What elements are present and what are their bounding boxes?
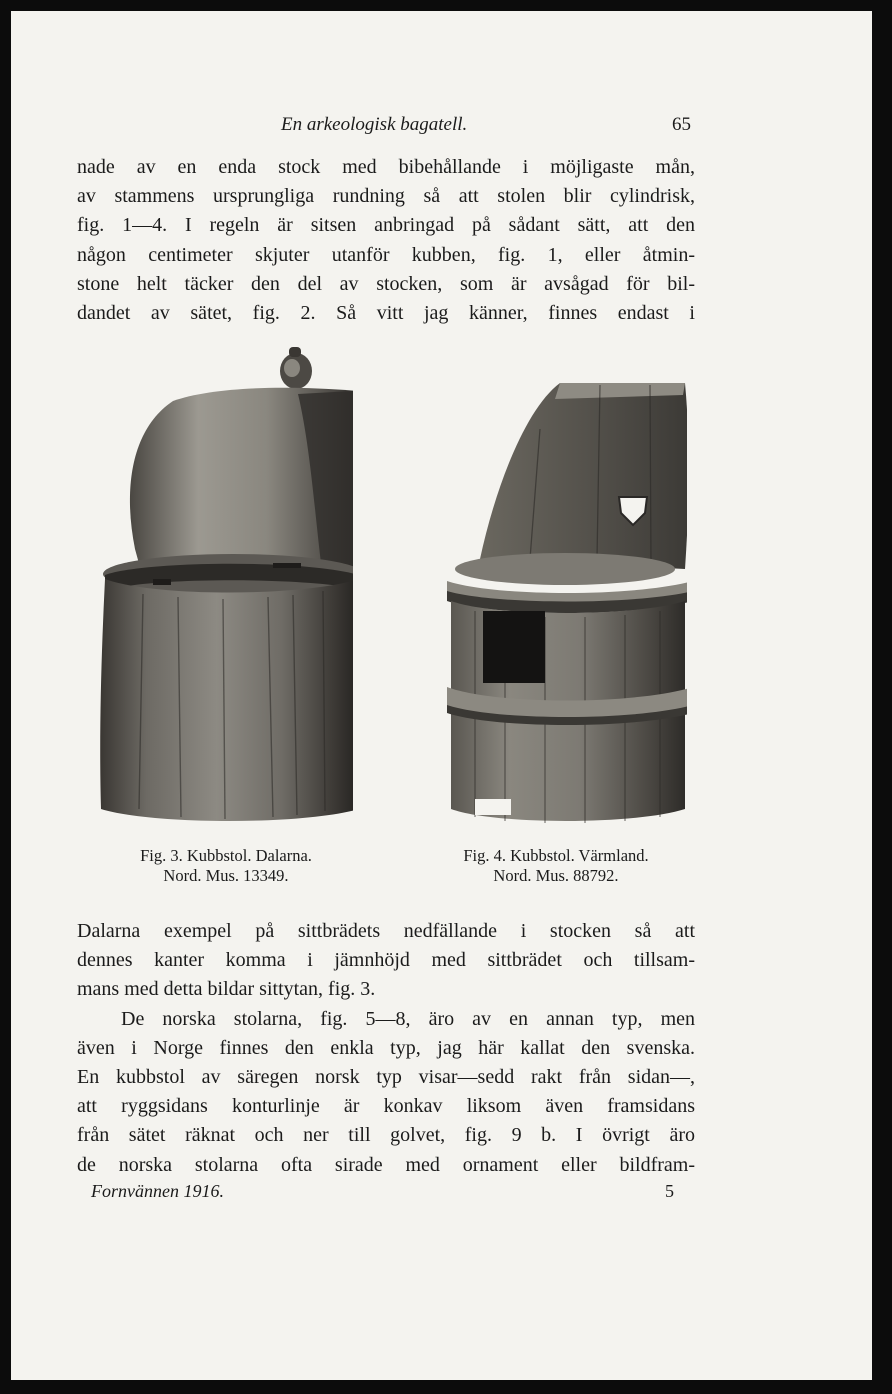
running-head [11, 114, 872, 144]
text-line: nade av en enda stock med bibehållande i möjligaste mån, [77, 156, 695, 178]
body-text-top [77, 153, 695, 328]
body-text-bottom [77, 917, 695, 1180]
caption-line: Nord. Mus. 88792. [493, 866, 619, 885]
text-line: de norska stolarna ofta sirade med ornament eller bildfram- [77, 1153, 695, 1176]
running-head-title: En arkeologisk bagatell. [281, 114, 468, 135]
journal-signature: Fornvännen 1916. [91, 1181, 224, 1201]
book-page [11, 11, 872, 1380]
text-line: stone helt täcker den del av stocken, som är avsågad för bil- [77, 272, 695, 295]
page-footer [11, 1181, 872, 1207]
figure-3-photo [83, 339, 353, 825]
text-line: av stammens ursprungliga rundning så att stolen blir cylindrisk, [77, 185, 695, 208]
page-number: 65 [672, 114, 691, 135]
chair-varmland-image [435, 369, 687, 827]
text-line: från sätet räknat och ner till golvet, fig. 9 b. I övrigt äro [77, 1124, 695, 1147]
text-line: En kubbstol av säregen norsk typ visar—sedd rakt från sidan—, [77, 1065, 695, 1088]
paragraph-start-line: De norska stolarna, fig. 5—8, äro av en annan typ, men [121, 1007, 695, 1030]
caption-line: Fig. 3. Kubbstol. Dalarna. [140, 846, 312, 865]
text-line: fig. 1—4. I regeln är sitsen anbringad på sådant sätt, att den [77, 214, 695, 237]
figure-3-caption [111, 846, 341, 886]
text-line: även i Norge finnes den enkla typ, jag här kallat den svenska. [77, 1036, 695, 1059]
chair-dalarna-image [83, 339, 353, 825]
text-line: dennes kanter komma i jämnhöjd med sittbrädet och tillsam- [77, 949, 695, 972]
text-line: Dalarna exempel på sittbrädets nedfällande i stocken så att [77, 920, 695, 942]
figure-4-caption [431, 846, 681, 886]
caption-line: Nord. Mus. 13349. [163, 866, 289, 885]
text-line: någon centimeter skjuter utanför kubben, fig. 1, eller åtmin- [77, 243, 695, 266]
text-line: dandet av sätet, fig. 2. Så vitt jag känner, finnes endast i [77, 301, 695, 324]
sheet-signature: 5 [665, 1181, 674, 1201]
figure-4-photo [435, 369, 687, 827]
text-line: mans med detta bildar sittytan, fig. 3. [77, 978, 376, 1001]
caption-line: Fig. 4. Kubbstol. Värmland. [463, 846, 649, 865]
text-line: att ryggsidans konturlinje är konkav liksom även framsidans [77, 1095, 695, 1118]
